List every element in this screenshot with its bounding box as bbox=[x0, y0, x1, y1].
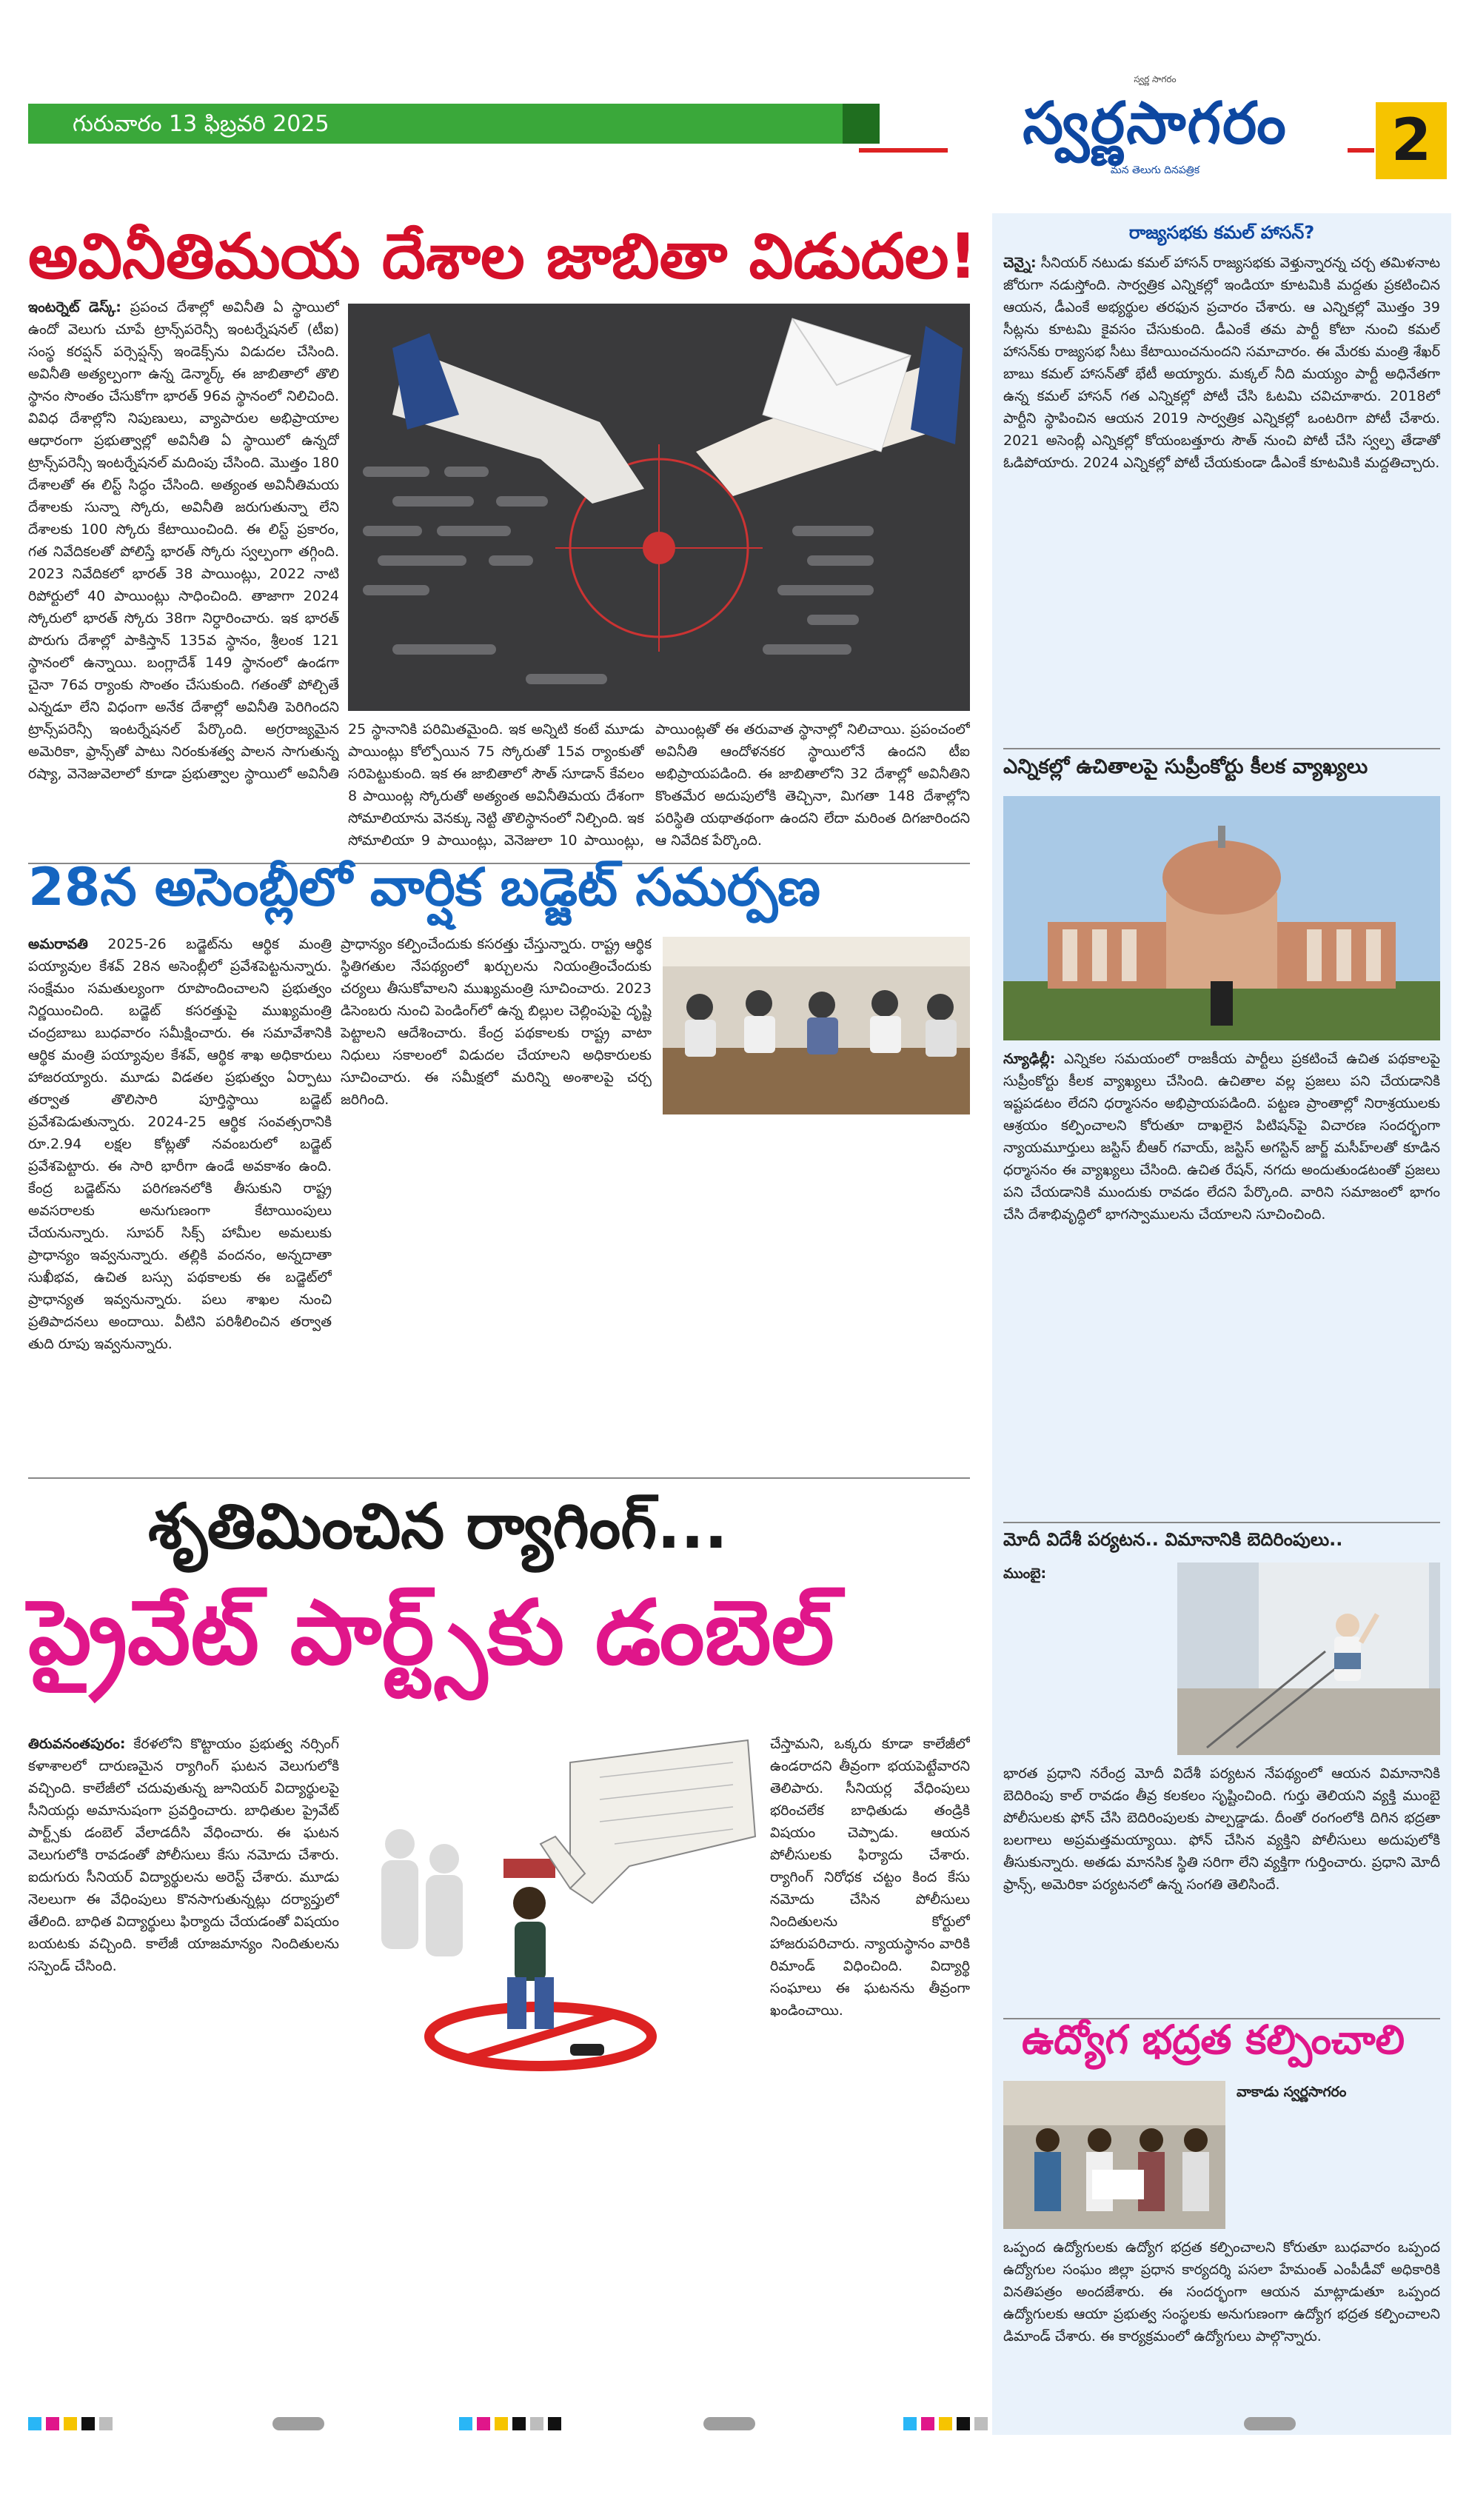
sidebar-story1-text: సీనియర్ నటుడు కమల్ హాసన్ రాజ్యసభకు వెళ్తున్నారన్న చర్చ తమిళనాట జోరుగా నడుస్తోంది. సార్వత్రిక ఎన్నికల్లో ఇండియా కూటమికి మద్దతు ప్రకటించిన ఆయన, డీఎంకే అభ్యర్థుల తరఫున ప్రచారం చేశారు. ఆ ఎన్నికల్లో మొత్తం 39 సీట్లను కూటమి కైవసం చేసుకుంది. డీఎంకే తమ పార్టీ కోటా నుంచి కమల్ హాసన్‌కు రాజ్యసభ సీటు కేటాయించనుందని సమాచారం. ఈ మేరకు మంత్రి శేఖర్ బాబు కమల్ హాసన్‌తో భేటీ అయ్యారు. మక్కల్ నీది మయ్యం పార్టీ అధినేతగా ఉన్న కమల్ హాసన్ గత ఎన్నికల్లో పోటీ చేసి ఓటమి చవిచూశారు. 2018లో పార్టీని స్థాపించిన ఆయన 2019 సార్వత్రిక ఎన్నికల్లో ఒంటరిగా పోటీ చేశారు. 2021 అసెంబ్లీ ఎన్నికల్లో కోయంబత్తూరు సౌత్ నుంచి పోటీ చేసి స్వల్ప తేడాతో ఓడిపోయారు. 2024 ఎన్నికల్లో పోటీ చేయకుండా డీఎంకే కూటమికి మద్దతిచ్చారు. bbox=[1003, 255, 1440, 471]
sidebar-divider-2 bbox=[1003, 1522, 1440, 1523]
sidebar-story4-photo bbox=[1003, 2081, 1225, 2229]
sidebar-story3-text: భారత ప్రధాని నరేంద్ర మోదీ విదేశీ పర్యటన నేపథ్యంలో ఆయన విమానానికి బెదిరింపు కాల్ రావడం తీవ్ర కలకలం సృష్టించింది. గుర్తు తెలియని వ్యక్తి ముంబై పోలీసులకు ఫోన్ చేసి బెదిరింపులకు పాల్పడ్డాడు. దీంతో రంగంలోకి దిగిన భద్రతా బలగాలు అప్రమత్తమయ్యాయి. ఫోన్ చేసిన వ్యక్తిని పోలీసులు అదుపులోకి తీసుకున్నారు. అతడు మానసిక స్థితి సరిగా లేని వ్యక్తిగా గుర్తించారు. ప్రధాని మోదీ ఫ్రాన్స్, అమెరికా పర్యటనలో ఉన్న సంగతి తెలిసిందే. bbox=[1003, 1765, 1440, 1893]
page-number: 2 bbox=[1376, 102, 1447, 179]
sidebar-story2-headline: ఎన్నికల్లో ఉచితాలపై సుప్రీంకోర్టు కీలక వ్యాఖ్యలు bbox=[1003, 755, 1368, 778]
sidebar-story4-text: ఒప్పంద ఉద్యోగులకు ఉద్యోగ భద్రత కల్పించాలని కోరుతూ బుధవారం ఒప్పంద ఉద్యోగుల సంఘం జిల్లా ప్రధాన కార్యదర్శి పసలా హేమంత్ ఎంపీడీవో అధికారికి వినతిపత్రం అందజేశారు. ఈ సందర్భంగా ఆయన మాట్లాడుతూ ఒప్పంద ఉద్యోగులకు ఆయా ప్రభుత్వ సంస్థలకు అనుగుణంగా ఉద్యోగ భద్రత కల్పించాలని డిమాండ్ చేశారు. ఈ కార్యక్రమంలో ఉద్యోగులు పాల్గొన్నారు. bbox=[1003, 2239, 1440, 2344]
masthead-tagline: స్వర్ణ సాగరం bbox=[1134, 74, 1177, 84]
article3-headline: ప్రైవేట్ పార్ట్స్‌కు డంబెల్ bbox=[28, 1582, 834, 1685]
sidebar-story2-dateline: న్యూఢిల్లీ: bbox=[1003, 1051, 1056, 1067]
article2-col1-text: 2025-26 బడ్జెట్‌ను ఆర్థిక మంత్రి పయ్యావుల కేశవ్ 28న అసెంబ్లీలో ప్రవేశపెట్టనున్నారు. సంక్షేమం సమతుల్యంగా రూపొందించాలని ప్రభుత్వం నిర్ణయించింది. బడ్జెట్ కసరత్తుపై ముఖ్యమంత్రి చంద్రబాబు బుధవారం సమీక్షించారు. ఈ సమావేశానికి ఆర్థిక మంత్రి పయ్యావుల కేశవ్, ఆర్థిక శాఖ అధికారులు హాజరయ్యారు. మూడు విడతల ప్రభుత్వం ఏర్పాటు తర్వాత తొలిసారి పూర్తిస్థాయి బడ్జెట్ ప్రవేశపెడుతున్నారు. 2024-25 ఆర్థిక సంవత్సరానికి రూ.2.94 లక్షల కోట్లతో నవంబరులో బడ్జెట్ ప్రవేశపెట్టారు. ఈ సారి భారీగా ఉండే అవకాశం ఉంది. కేంద్ర బడ్జెట్‌ను పరిగణనలోకి తీసుకుని రాష్ట్ర అవసరాలకు అనుగుణంగా కేటాయింపులు చేయనున్నారు. సూపర్ సిక్స్ హామీల అమలుకు ప్రాధాన్యం ఇవ్వనున్నారు. తల్లికి వందనం, అన్నదాతా సుఖీభవ, ఉచిత బస్సు పథకాలకు ఈ బడ్జెట్‌లో ప్రాధాన్యత ఇవ్వనున్నారు. పలు శాఖల నుంచి ప్రతిపాదనలు అందాయి. వీటిని పరిశీలించిన తర్వాత తుది రూపు ఇవ్వనున్నారు. bbox=[28, 936, 332, 1352]
article3-col1 bbox=[28, 1733, 339, 2414]
article3-kicker: శృతిమించిన ర్యాగింగ్... bbox=[148, 1490, 728, 1563]
sidebar-story4-headline: ఉద్యోగ భద్రత కల్పించాలి bbox=[1022, 2016, 1405, 2063]
sidebar-divider-1 bbox=[1003, 748, 1440, 749]
footer-registration-left bbox=[28, 2416, 250, 2432]
article3-col1-text: కేరళలోని కొట్టాయం ప్రభుత్వ నర్సింగ్ కళాశాలలో దారుణమైన ర్యాగింగ్ ఘటన వెలుగులోకి వచ్చింది. కాలేజీలో చదువుతున్న జూనియర్ విద్యార్థులపై సీనియర్లు అమానుషంగా ప్రవర్తించారు. బాధితుల ప్రైవేట్ పార్ట్స్‌కు డంబెల్ వేలాడదీసి వేధించారు. ఈ ఘటన వెలుగులోకి రావడంతో పోలీసులు కేసు నమోదు చేశారు. ఐదుగురు సీనియర్ విద్యార్థులను అరెస్ట్ చేశారు. మూడు నెలలుగా ఈ వేధింపులు కొనసాగుతున్నట్లు దర్యాప్తులో తేలింది. బాధిత విద్యార్థులు ఫిర్యాదు చేయడంతో విషయం బయటకు వచ్చింది. కాలేజీ యాజమాన్యం నిందితులను సస్పెండ్ చేసింది. bbox=[28, 1736, 339, 1974]
sidebar-story1-dateline: చెన్నై: bbox=[1003, 255, 1037, 271]
budget-meeting-photo bbox=[663, 937, 970, 1114]
article3-col2: చేస్తామని, ఒక్కరు కూడా కాలేజీలో ఉండరాదని తీవ్రంగా భయపెట్టేవారని తెలిపారు. సీనియర్ల వేధింపులు భరించలేక బాధితుడు తండ్రికి విషయం చెప్పాడు. ఆయన పోలీసులకు ఫిర్యాదు చేశారు. ర్యాగింగ్ నిరోధక చట్టం కింద కేసు నమోదు చేసిన పోలీసులు నిందితులను కోర్టులో హాజరుపరిచారు. న్యాయస్థానం వారికి రిమాండ్ విధించింది. విద్యార్థి సంఘాలు ఈ ఘటనను తీవ్రంగా ఖండించాయి. bbox=[770, 1736, 970, 2019]
footer-registration-center bbox=[459, 2416, 755, 2432]
sidebar-story2-photo bbox=[1003, 796, 1440, 1040]
memorandum-photo bbox=[1003, 2081, 1225, 2229]
article1-headline: అవినీతిమయ దేశాల జాబితా విడుదల! bbox=[28, 220, 977, 293]
sidebar-story4-col bbox=[1237, 2081, 1440, 2229]
article2-dateline: అమరావతి bbox=[28, 936, 88, 952]
sidebar-story2-text: ఎన్నికల సమయంలో రాజకీయ పార్టీలు ప్రకటించే ఉచిత పథకాలపై సుప్రీంకోర్టు కీలక వ్యాఖ్యలు చేసింది. ఉచితాల వల్ల ప్రజలు పని చేయడానికి ఇష్టపడటం లేదని ధర్మాసనం అభిప్రాయపడింది. పట్టణ ప్రాంతాల్లో నిరాశ్రయులకు ఆశ్రయం కల్పించాలని కోరుతూ దాఖలైన పిటిషన్‌పై విచారణ సందర్భంగా న్యాయమూర్తులు జస్టిస్ బీఆర్ గవాయ్, జస్టిస్ అగస్టిన్ జార్జ్ మసీహ్‌లతో కూడిన ధర్మాసనం ఈ వ్యాఖ్యలు చేసింది. ఉచిత రేషన్, నగదు అందుతుండటంతో ప్రజలు పని చేయడానికి ముందుకు రావడం లేదని పేర్కొంది. వారిని సమాజంలో భాగం చేసి దేశాభివృద్ధిలో భాగస్వాములను చేయాలని సూచించింది. bbox=[1003, 1051, 1440, 1223]
header-rule-right bbox=[1348, 148, 1374, 153]
article1-col3: పాయింట్లతో ఈ తరువాత స్థానాల్లో నిలిచాయి. ప్రపంచంలో అవినీతి ఆందోళనకర స్థాయిలోనే ఉందని టీఐ అభిప్రాయపడింది. ఈ జాబితాలోని 32 దేశాల్లో అవినీతిని కొంతమేర అదుపులోకి తెచ్చినా, మిగతా 148 దేశాల్లోని పరిస్థితి యథాతథంగా ఉందని లేదా మరింత దిగజారిందని ఆ నివేదిక పేర్కొంది. bbox=[655, 721, 970, 849]
article1-dateline: ఇంటర్నెట్ డెస్క్: bbox=[28, 299, 121, 315]
sidebar-story1 bbox=[1003, 252, 1440, 741]
article1-photo bbox=[348, 304, 970, 711]
article3-dateline: తిరువనంతపురం: bbox=[28, 1736, 126, 1752]
pm-aircraft-photo bbox=[1177, 1563, 1440, 1755]
ragging-illustration bbox=[348, 1733, 763, 2103]
sidebar-story3-dateline: ముంబై: bbox=[1003, 1565, 1047, 1582]
article2-photo bbox=[663, 937, 970, 1114]
sidebar-story3 bbox=[1003, 1563, 1166, 1755]
article2-col3 bbox=[663, 1122, 970, 1466]
divider-2 bbox=[28, 1477, 970, 1479]
article1-col1 bbox=[28, 296, 339, 785]
supreme-court-photo bbox=[1003, 796, 1440, 1040]
banner-tail bbox=[843, 104, 880, 144]
sidebar-story3-headline: మోదీ విదేశీ పర్యటన.. విమానానికి బెదిరింపులు.. bbox=[1003, 1529, 1343, 1550]
article2-col2: ప్రాధాన్యం కల్పించేందుకు కసరత్తు చేస్తున్నారు. రాష్ట్ర ఆర్థిక స్థితిగతుల నేపథ్యంలో ఖర్చులను నియంత్రించేందుకు చర్యలు తీసుకోవాలని ముఖ్యమంత్రి సూచించారు. 2023 డిసెంబరు నుంచి పెండింగ్‌లో ఉన్న బిల్లుల చెల్లింపుపై దృష్టి పెట్టాలని ఆదేశించారు. కేంద్ర పథకాలకు రాష్ట్ర వాటా నిధులు సకాలంలో విడుదల చేయాలని అధికారులకు సూచించారు. ఈ సమీక్షలో మరిన్ని అంశాలపై చర్చ జరిగింది. bbox=[341, 936, 652, 1108]
sidebar-story4-dateline: వాకాడు స్వర్ణసాగరం bbox=[1237, 2084, 1347, 2100]
sidebar-story2 bbox=[1003, 1048, 1440, 1514]
masthead-subtitle: మన తెలుగు దినపత్రిక bbox=[1110, 164, 1200, 176]
sidebar-story1-headline: రాజ్యసభకు కమల్ హాసన్? bbox=[1128, 222, 1315, 243]
masthead bbox=[963, 74, 1348, 178]
article1-col2: 25 స్థానానికి పరిమితమైంది. ఇక అన్నిటి కంటే మూడు పాయింట్లు కోల్పోయిన 75 స్కోరుతో 15వ ర్యాంకుతో సరిపెట్టుకుంది. ఇక ఈ జాబితాలో సౌత్ సూడాన్ కేవలం 8 పాయింట్ల స్కోరుతో అత్యంత అవినీతిమయ దేశంగా సోమాలియాను వెనక్కు నెట్టి తొలిస్థానంలో నిల్చింది. ఇక సోమాలియా 9 పాయింట్లు, వెనెజులా 10 పాయింట్లు, bbox=[348, 721, 644, 849]
masthead-title: స్వర్ణసాగరం bbox=[1023, 90, 1288, 157]
date-banner bbox=[28, 104, 857, 144]
header-rule-left bbox=[859, 148, 948, 153]
article2-headline: 28న అసెంబ్లీలో వార్షిక బడ్జెట్ సమర్పణ bbox=[28, 857, 820, 918]
article2-col1 bbox=[28, 933, 332, 1466]
sidebar-story3-photo bbox=[1177, 1563, 1440, 1755]
article3-illustration bbox=[348, 1733, 763, 2103]
footer-registration-right bbox=[903, 2416, 1274, 2432]
article1-col1-text: ప్రపంచ దేశాల్లో అవినీతి ఏ స్థాయిలో ఉందో వెలుగు చూపే ట్రాన్స్‌పరెన్సీ ఇంటర్నేషనల్ (టీఐ) సంస్థ కరప్షన్ పర్సెప్షన్స్ ఇండెక్స్‌ను విడుదల చేసింది. అవినీతి అత్యల్పంగా ఉన్న డెన్మార్క్ ఈ జాబితాలో తొలి స్థానం సొంతం చేసుకోగా భారత్ 96వ స్థానంలో నిలిచింది. వివిధ దేశాల్లోని నిపుణులు, వ్యాపారుల అభిప్రాయాల ఆధారంగా ప్రభుత్వాల్లో అవినీతి ఏ స్థాయిలో ఉన్నదో ట్రాన్స్‌పరెన్సీ ఇంటర్నేషనల్ మదింపు చేసింది. మొత్తం 180 దేశాలతో ఈ లిస్ట్ సిద్ధం చేసింది. అత్యంత అవినీతిమయ దేశాలకు సున్నా స్కోరు, అవినీతి జరుగుతున్నా లేని దేశాలకు 100 స్కోరు కేటాయించింది. ఈ లిస్ట్ ప్రకారం, గత నివేదికలతో పోలిస్తే భారత్ స్కోరు స్వల్పంగా తగ్గింది. 2023 నివేదికలో భారత్ 38 పాయింట్లు, 2022 నాటి రిపోర్టులో 40 పాయింట్లు సాధించింది. తాజాగా 2024 స్కోరులో భారత్ స్కోరు 38గా నిర్ధారించారు. ఇక భారత్ పొరుగు దేశాల్లో పాకిస్తాన్ 135వ స్థానం, శ్రీలంక 121 స్థానంలో ఉన్నాయి. బంగ్లాదేశ్ 149 స్థానంలో ఉండగా చైనా 76వ ర్యాంకు సొంతం చేసుకుంది. గతంతో పోల్చితే ఎన్నడూ లేని విధంగా అనేక దేశాల్లో అవినీతి పెరిగిందని ట్రాన్స్‌పరెన్సీ ఇంటర్నేషనల్ పేర్కొంది. అగ్రరాజ్యమైన అమెరికా, ఫ్రాన్స్‌తో పాటు నిరంకుశత్వ పాలన సాగుతున్న రష్యా, వెనెజువెలాలో కూడా ప్రభుత్వాల స్థాయిలో అవినీతి bbox=[28, 299, 339, 782]
bribe-handshake-illustration bbox=[348, 304, 970, 711]
issue-date: గురువారం 13 ఫిబ్రవరి 2025 bbox=[73, 111, 329, 137]
